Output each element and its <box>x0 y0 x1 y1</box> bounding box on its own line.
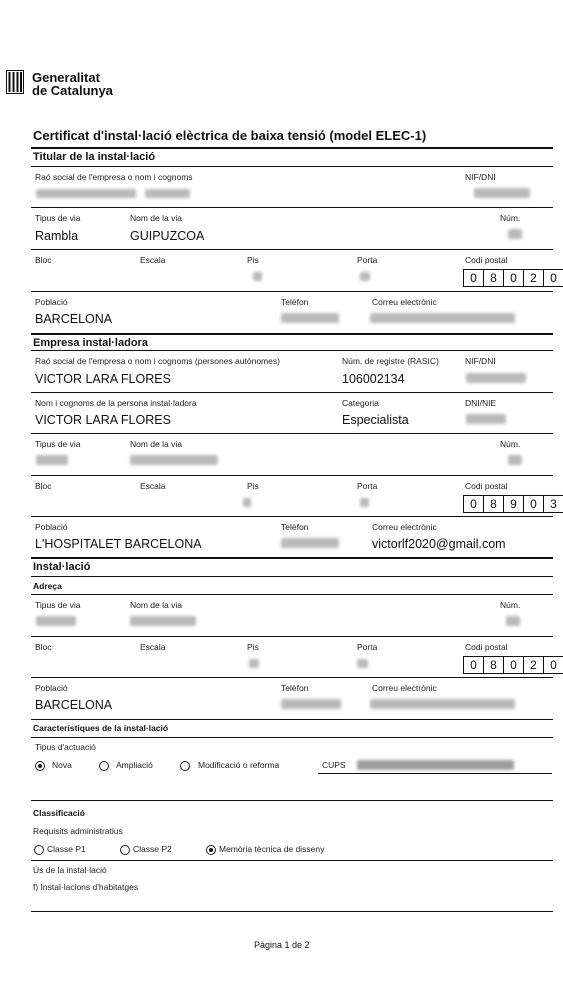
codi-postal-boxes-empresa <box>464 495 563 513</box>
redacted-num <box>508 229 522 239</box>
redacted-dni <box>466 414 506 424</box>
label-correu: Correu electrònic <box>372 297 437 307</box>
label-porta: Porta <box>357 255 378 265</box>
radio-memoria-tecnica[interactable] <box>206 845 216 855</box>
rule-5 <box>31 433 553 434</box>
label-nom-via-inst: Nom de la via <box>130 600 182 610</box>
redacted-porta-empresa <box>360 498 369 507</box>
cp-digit: 2 <box>523 269 544 287</box>
brand-line-2: de Catalunya <box>32 83 113 98</box>
value-poblacio-empresa: L'HOSPITALET BARCELONA <box>35 537 202 551</box>
redacted-tipus-via-empresa <box>36 455 68 465</box>
redacted-nif-empresa <box>466 373 526 383</box>
label-modificacio: Modificació o reforma <box>198 760 280 770</box>
document-title: Certificat d'instal·lació elèctrica de baixa tensió (model ELEC-1) <box>33 128 427 143</box>
redacted-tipus-via-inst <box>36 616 76 626</box>
label-bloc-inst: Bloc <box>35 642 52 652</box>
cp-digit: 3 <box>543 495 563 513</box>
cp-digit: 9 <box>503 495 524 513</box>
label-escala-inst: Escala <box>140 642 166 652</box>
label-porta-inst: Porta <box>357 642 378 652</box>
label-pis-inst: Pis <box>247 642 259 652</box>
value-correu-empresa: victorlf2020@gmail.com <box>372 537 506 551</box>
codi-postal-boxes-inst <box>464 656 563 674</box>
label-persona: Nom i cognoms de la persona instal·ladora <box>35 398 197 408</box>
label-escala-empresa: Escala <box>140 481 166 491</box>
label-tipus-via-empresa: Tipus de via <box>35 439 81 449</box>
rule-classif-bottom <box>31 911 553 912</box>
rule-4 <box>31 392 553 393</box>
cp-digit: 0 <box>463 269 484 287</box>
label-requisits: Requisits administratius <box>33 826 123 836</box>
redacted-telefon-empresa <box>281 538 339 548</box>
cp-digit: 0 <box>543 269 563 287</box>
redacted-pis-empresa <box>243 498 251 507</box>
label-pis: Pis <box>247 255 259 265</box>
rule-2 <box>31 249 553 250</box>
redacted-pis <box>253 272 262 281</box>
section-installacio: Instal·lació <box>33 561 91 573</box>
label-codi-postal: Codi postal <box>465 255 508 265</box>
subsection-adreca: Adreça <box>33 581 62 591</box>
label-poblacio-inst: Població <box>35 683 68 693</box>
label-codi-postal-empresa: Codi postal <box>465 481 508 491</box>
label-classe-p2: Classe P2 <box>133 844 172 854</box>
cp-digit: 2 <box>523 656 544 674</box>
label-classe-p1: Classe P1 <box>47 844 86 854</box>
rule-1 <box>31 207 553 208</box>
label-num-inst: Núm. <box>500 600 521 610</box>
value-rao-social-empresa: VICTOR LARA FLORES <box>35 372 171 386</box>
page-number: Pàgina 1 de 2 <box>254 940 310 950</box>
radio-ampliacio[interactable] <box>99 761 109 771</box>
value-poblacio: BARCELONA <box>35 312 113 326</box>
section-titular: Titular de la instal·lació <box>33 151 156 163</box>
redacted-correu <box>370 313 515 323</box>
label-nom-via: Nom de la via <box>130 213 182 223</box>
rule-8 <box>31 636 553 637</box>
rule-empresa-sub <box>31 350 553 351</box>
value-nom-via: GUIPUZCOA <box>130 229 205 243</box>
redacted-rao-social-2 <box>145 189 190 198</box>
value-tipus-via: Rambla <box>35 229 79 243</box>
label-num-empresa: Núm. <box>500 439 521 449</box>
label-dni: DNI/NIE <box>465 398 497 408</box>
label-num: Núm. <box>500 213 521 223</box>
redacted-nom-via-inst <box>130 616 196 626</box>
rule-3 <box>31 291 553 292</box>
cp-digit: 8 <box>483 269 504 287</box>
redacted-porta-inst <box>357 659 368 668</box>
cp-digit: 0 <box>523 495 544 513</box>
generalitat-logo-icon <box>6 70 24 94</box>
label-ampliacio: Ampliació <box>116 760 153 770</box>
rule-classif-mid <box>31 860 553 861</box>
value-rasic: 106002134 <box>342 372 405 386</box>
cups-underline <box>318 773 552 774</box>
rule-installacio-top <box>31 557 553 559</box>
label-bloc: Bloc <box>35 255 52 265</box>
label-memoria-tecnica: Memòria tècnica de disseny <box>219 844 325 854</box>
label-correu-empresa: Correu electrònic <box>372 522 437 532</box>
redacted-porta <box>360 272 370 281</box>
value-persona: VICTOR LARA FLORES <box>35 413 171 427</box>
cp-digit: 0 <box>503 269 524 287</box>
cp-digit: 0 <box>503 656 524 674</box>
section-caracteristiques: Característiques de la instal·lació <box>33 723 169 733</box>
label-porta-empresa: Porta <box>357 481 378 491</box>
rule-caract-top <box>31 719 553 720</box>
label-pis-empresa: Pis <box>247 481 259 491</box>
label-cups: CUPS <box>322 760 346 770</box>
label-telefon-inst: Telèfon <box>281 683 309 693</box>
label-tipus-via-inst: Tipus de via <box>35 600 81 610</box>
value-us: f) Instal·lacions d'habitatges <box>33 882 139 892</box>
rule-7 <box>31 516 553 517</box>
label-nif-empresa: NIF/DNI <box>465 356 496 366</box>
redacted-pis-inst <box>249 659 259 668</box>
redacted-telefon-inst <box>281 699 341 709</box>
cp-digit: 0 <box>463 656 484 674</box>
label-nova: Nova <box>52 760 72 770</box>
cp-digit: 8 <box>483 495 504 513</box>
label-rao-social: Raó social de l'empresa o nom i cognoms <box>35 172 193 182</box>
redacted-nom-via-empresa <box>130 455 218 465</box>
redacted-num-inst <box>506 616 520 626</box>
redacted-nif <box>474 188 530 198</box>
label-telefon: Telèfon <box>281 297 309 307</box>
rule-9 <box>31 677 553 678</box>
label-escala: Escala <box>140 255 166 265</box>
section-classificacio: Classificació <box>33 808 85 818</box>
label-rao-social-empresa: Raó social de l'empresa o nom i cognoms (persones autònomes) <box>35 356 280 366</box>
brand-line-1: Generalitat <box>32 70 100 85</box>
rule-caract-sub <box>31 737 553 738</box>
rule-titular-top <box>31 147 553 149</box>
rule-adreca <box>31 594 553 595</box>
radio-modificacio[interactable] <box>180 761 190 771</box>
label-correu-inst: Correu electrònic <box>372 683 437 693</box>
rule-installacio-sub <box>31 576 553 577</box>
label-nom-via-empresa: Nom de la via <box>130 439 182 449</box>
redacted-num-empresa <box>508 455 522 465</box>
label-us: Ús de la instal·lació <box>33 865 107 875</box>
redacted-telefon <box>281 313 339 323</box>
label-codi-postal-inst: Codi postal <box>465 642 508 652</box>
radio-classe-p1[interactable] <box>34 845 44 855</box>
rule-classif-top <box>31 800 553 801</box>
label-rasic: Núm. de registre (RASIC) <box>342 356 439 366</box>
cp-digit: 0 <box>543 656 563 674</box>
cp-digit: 8 <box>483 656 504 674</box>
radio-nova[interactable] <box>35 761 45 771</box>
rule-empresa-top <box>31 333 553 335</box>
rule-6 <box>31 475 553 476</box>
radio-classe-p2[interactable] <box>120 845 130 855</box>
label-bloc-empresa: Bloc <box>35 481 52 491</box>
label-categoria: Categoria <box>342 398 379 408</box>
rule-titular-sub <box>31 166 553 167</box>
codi-postal-boxes <box>464 269 563 287</box>
value-categoria: Especialista <box>342 413 409 427</box>
redacted-rao-social <box>36 189 136 198</box>
label-poblacio: Població <box>35 297 68 307</box>
redacted-correu-inst <box>370 699 515 709</box>
label-poblacio-empresa: Població <box>35 522 68 532</box>
section-empresa: Empresa instal·ladora <box>33 337 148 349</box>
label-nif: NIF/DNI <box>465 172 496 182</box>
cp-digit: 0 <box>463 495 484 513</box>
value-poblacio-inst: BARCELONA <box>35 698 113 712</box>
redacted-cups <box>357 760 514 770</box>
label-tipus-via: Tipus de via <box>35 213 81 223</box>
label-telefon-empresa: Telèfon <box>281 522 309 532</box>
label-tipus-actuacio: Tipus d'actuació <box>35 742 96 752</box>
